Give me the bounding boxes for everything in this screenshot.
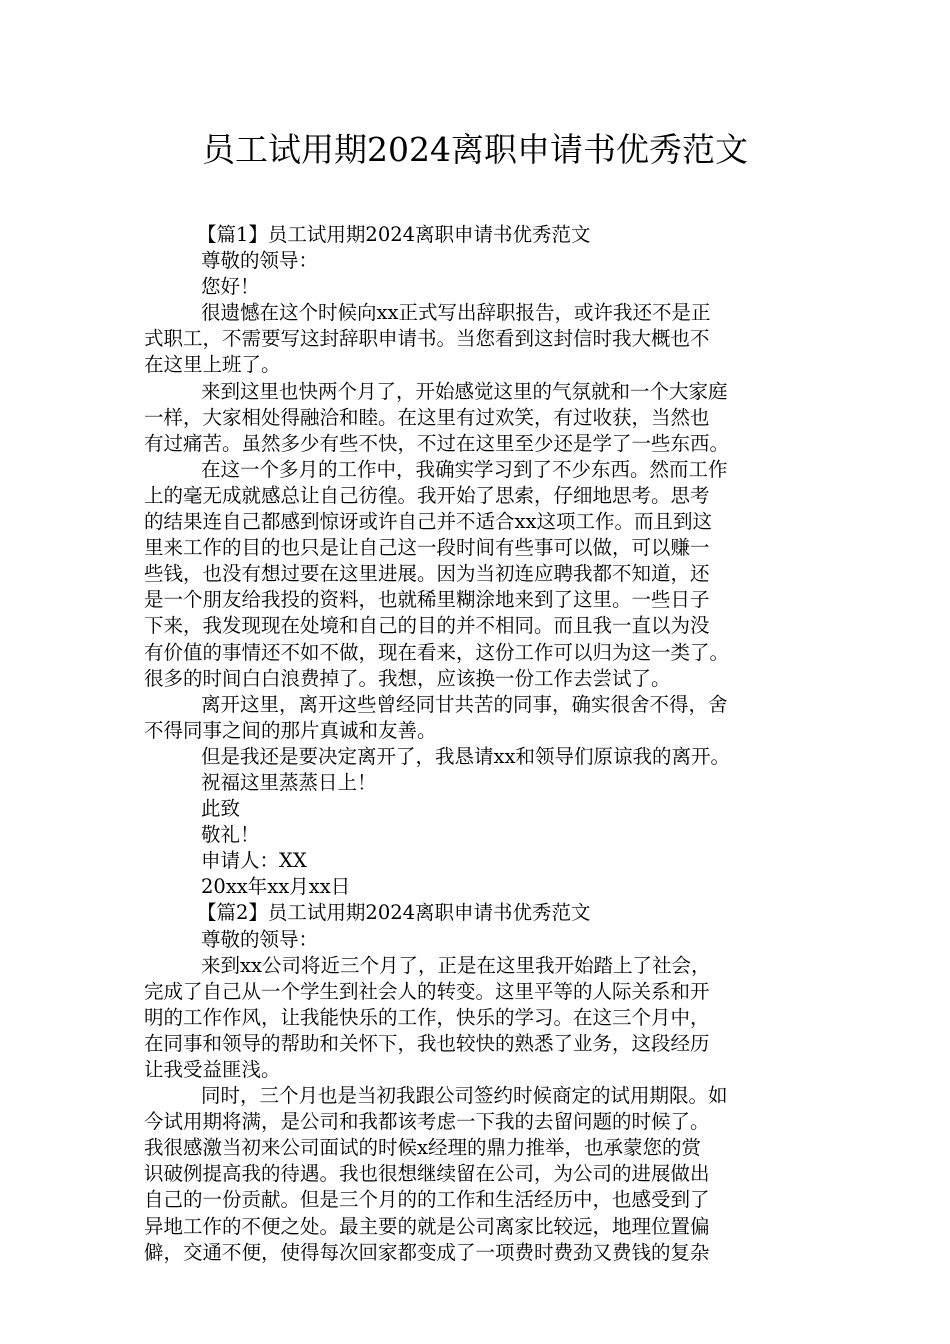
body-line: 在这一个多月的工作中，我确实学习到了不少东西。然而工作 [201,457,728,481]
body-line: 明的工作作风，让我能快乐的工作，快乐的学习。在这三个月中， [144,1005,710,1029]
document-body [144,222,820,1266]
body-line: 尊敬的领导： [201,249,319,273]
body-line: 有价值的事情还不如不做，现在看来，这份工作可以归为这一类了。 [144,640,730,664]
body-line: 异地工作的不便之处。最主要的就是公司离家比较远，地理位置偏 [144,1214,710,1238]
body-line: 【篇2】员工试用期2024离职申请书优秀范文 [197,901,591,925]
body-line: 是一个朋友给我投的资料，也就稀里糊涂地来到了这里。一些日子 [144,588,710,612]
body-line: 20xx年xx月xx日 [201,875,351,899]
body-line: 尊敬的领导： [201,927,319,951]
body-line: 些钱，也没有想过要在这里进展。因为当初连应聘我都不知道，还 [144,562,710,586]
body-line: 僻，交通不便，使得每次回家都变成了一项费时费劲又费钱的复杂 [144,1240,710,1264]
body-line: 上的毫无成就感总让自己彷徨。我开始了思索，仔细地思考。思考 [144,483,710,507]
body-line: 但是我还是要决定离开了，我恳请xx和领导们原谅我的离开。 [201,744,730,768]
document-title: 员工试用期2024离职申请书优秀范文 [202,130,748,169]
body-line: 一样，大家相处得融洽和睦。在这里有过欢笑，有过收获，当然也 [144,405,710,429]
body-line: 您好！ [201,275,260,299]
body-line: 识破例提高我的待遇。我也很想继续留在公司，为公司的进展做出 [144,1162,710,1186]
body-line: 来到这里也快两个月了，开始感觉这里的气氛就和一个大家庭 [201,379,728,403]
body-line: 很遗憾在这个时候向xx正式写出辞职报告，或许我还不是正 [201,301,711,325]
body-line: 敬礼！ [201,823,260,847]
body-line: 今试用期将满，是公司和我都该考虑一下我的去留问题的时候了。 [144,1110,710,1134]
body-line: 【篇1】员工试用期2024离职申请书优秀范文 [197,223,591,246]
body-line: 祝福这里蒸蒸日上！ [201,770,377,794]
body-line: 在同事和领导的帮助和关怀下，我也较快的熟悉了业务，这段经历 [144,1031,710,1055]
body-line: 不得同事之间的那片真诚和友善。 [144,718,437,742]
body-line: 完成了自己从一个学生到社会人的转变。这里平等的人际关系和开 [144,979,710,1003]
body-line: 来到xx公司将近三个月了，正是在这里我开始踏上了社会， [201,953,711,977]
body-line: 的结果连自己都感到惊讶或许自己并不适合xx这项工作。而且到这 [144,510,712,534]
body-line: 下来，我发现现在处境和自己的目的并不相同。而且我一直以为没 [144,614,710,638]
body-line: 此致 [201,797,241,821]
body-line: 里来工作的目的也只是让自己这一段时间有些事可以做，可以赚一 [144,536,710,560]
body-line: 我很感激当初来公司面试的时候x经理的鼎力推举，也承蒙您的赏 [144,1136,701,1160]
body-line: 自己的一份贡献。但是三个月的的工作和生活经历中，也感受到了 [144,1188,710,1212]
body-line: 在这里上班了。 [144,353,281,377]
body-line: 让我受益匪浅。 [144,1058,281,1081]
body-line: 同时，三个月也是当初我跟公司签约时候商定的试用期限。如 [201,1084,728,1108]
body-line: 申请人：XX [201,849,307,873]
body-line: 离开这里，离开这些曾经同甘共苦的同事，确实很舍不得，舍 [201,692,728,716]
body-line: 式职工，不需要写这封辞职申请书。当您看到这封信时我大概也不 [144,327,710,351]
body-line: 很多的时间白白浪费掉了。我想，应该换一份工作去尝试了。 [144,666,671,690]
body-line: 有过痛苦。虽然多少有些不快，不过在这里至少还是学了一些东西。 [144,431,730,455]
